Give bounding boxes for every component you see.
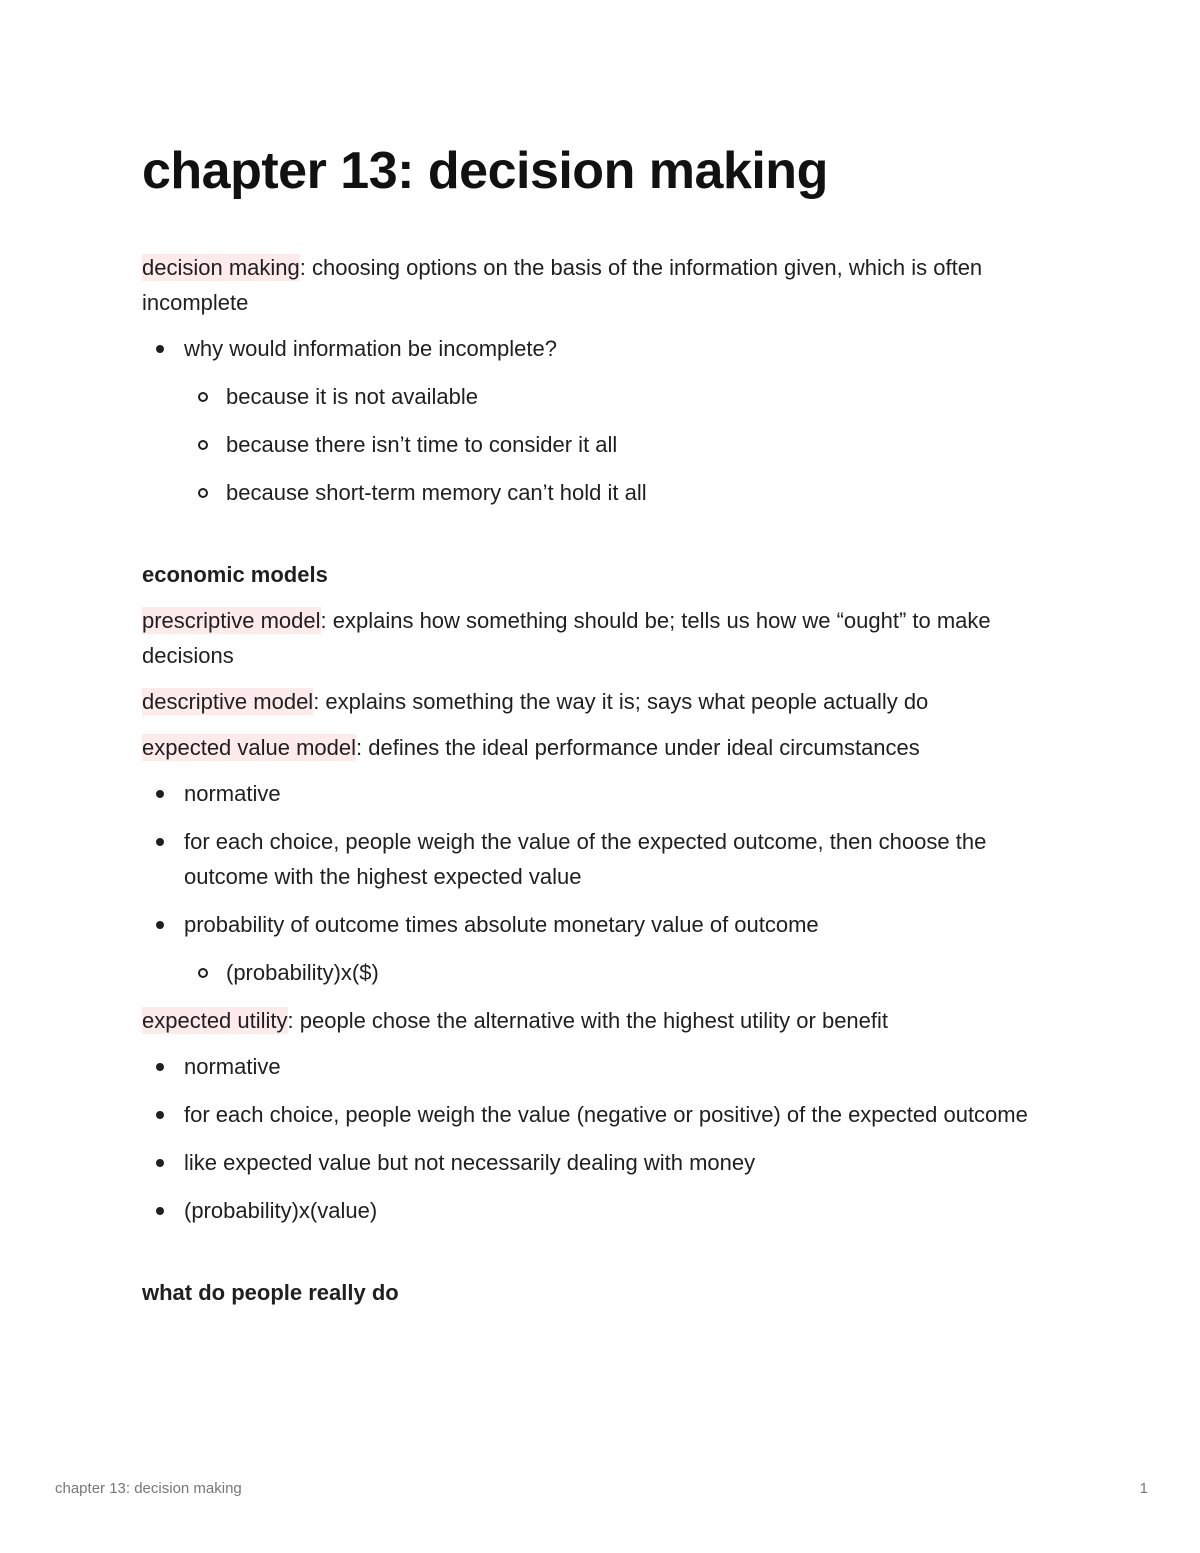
- section-heading: what do people really do: [142, 1280, 399, 1306]
- term-highlight: prescriptive model: [142, 608, 321, 634]
- sub-list-item: (probability)x($): [184, 955, 1062, 990]
- bullet-list: [142, 1049, 1062, 1228]
- term-highlight: expected utility: [142, 1008, 288, 1034]
- list-item: normative: [142, 776, 1062, 811]
- sub-bullet-list: [184, 955, 1062, 990]
- definition-expected-utility: [142, 1003, 1062, 1038]
- term-highlight: decision making: [142, 255, 300, 281]
- definition-text: : explains something the way it is; says what people actually do: [313, 689, 929, 715]
- term-highlight: expected value model: [142, 735, 357, 761]
- list-item: (probability)x(value): [142, 1193, 1062, 1228]
- list-item: normative: [142, 1049, 1062, 1084]
- sub-list-item: because short-term memory can’t hold it all: [184, 475, 1062, 510]
- definition-descriptive-model: [142, 684, 1062, 719]
- definition-text: : defines the ideal performance under ideal circumstances: [356, 735, 920, 761]
- definition-text: : people chose the alternative with the highest utility or benefit: [287, 1008, 889, 1034]
- list-item-text: probability of outcome times absolute monetary value of outcome: [184, 912, 819, 938]
- definition-text: : explains how something should be; tells us how we “ought” to make decisions: [142, 608, 991, 669]
- document-page: [142, 140, 1062, 1321]
- definition-expected-value-model: [142, 730, 1062, 765]
- sub-list-item: because it is not available: [184, 379, 1062, 414]
- bullet-list: [142, 331, 1062, 510]
- term-highlight: descriptive model: [142, 689, 314, 715]
- page-title: chapter 13: decision making: [142, 142, 828, 200]
- definition-text: : choosing options on the basis of the information given, which is often incomplete: [142, 255, 983, 316]
- definition-decision-making: [142, 250, 1062, 320]
- footer-title: chapter 13: decision making: [55, 1480, 242, 1497]
- sub-list-item: because there isn’t time to consider it all: [184, 427, 1062, 462]
- list-item: [142, 907, 1062, 990]
- list-item: for each choice, people weigh the value (negative or positive) of the expected outcome: [142, 1097, 1062, 1132]
- list-item-text: why would information be incomplete?: [184, 336, 557, 362]
- page-number: 1: [1139, 1480, 1148, 1497]
- list-item: [142, 331, 1062, 510]
- definition-prescriptive-model: [142, 603, 1062, 673]
- section-heading: economic models: [142, 562, 328, 588]
- list-item: like expected value but not necessarily dealing with money: [142, 1145, 1062, 1180]
- bullet-list: [142, 776, 1062, 990]
- list-item: for each choice, people weigh the value of the expected outcome, then choose the outcome with the highest expected value: [142, 824, 1062, 894]
- sub-bullet-list: [184, 379, 1062, 510]
